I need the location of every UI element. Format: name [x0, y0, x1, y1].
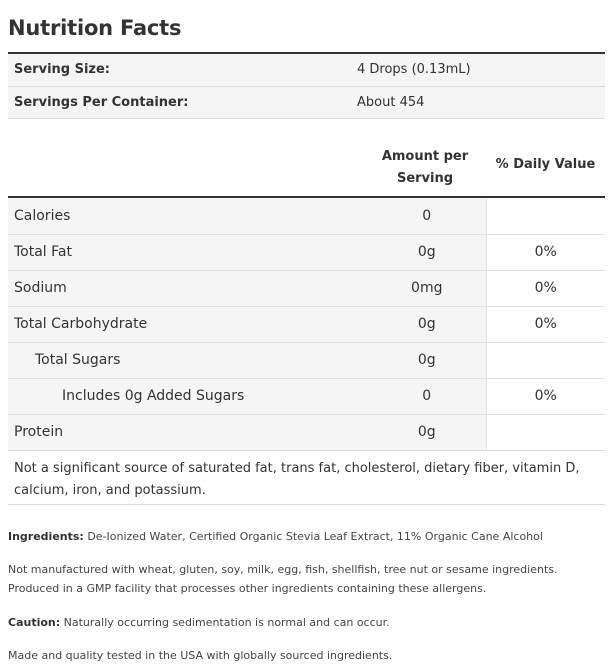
nutrient-daily-value — [486, 198, 605, 234]
servings-per-container-label: Servings Per Container: — [8, 86, 353, 118]
serving-info-table — [8, 54, 605, 119]
table-row — [8, 378, 605, 414]
nutrient-name: Calories — [8, 198, 368, 234]
daily-value-header: % Daily Value — [495, 157, 596, 172]
serving-size-label: Serving Size: — [8, 54, 353, 86]
nutrient-daily-value: 0% — [486, 270, 605, 306]
nutrient-amount: 0g — [368, 414, 486, 450]
table-row — [8, 414, 605, 450]
nutrient-name: Total Carbohydrate — [8, 306, 368, 342]
page-title: Nutrition Facts — [8, 16, 182, 40]
origin-statement: Made and quality tested in the USA with globally sourced ingredients. — [8, 649, 393, 662]
ingredients-paragraph — [8, 527, 605, 546]
allergen-statement: Not manufactured with wheat, gluten, soy, milk, egg, fish, shellfish, tree nut or sesame ingredients. Produced in a GMP facility that processes other ingredients containing these allergens. — [8, 563, 558, 595]
nutrient-name: Protein — [8, 414, 368, 450]
nutrient-amount: 0g — [368, 234, 486, 270]
nutrition-footnote: Not a significant source of saturated fat, trans fat, cholesterol, dietary fiber, vitamin D, calcium, iron, and potassium. — [8, 450, 605, 505]
nutrient-name: Sodium — [8, 270, 368, 306]
ingredients-label: Ingredients: — [8, 530, 84, 543]
nutrient-name: Includes 0g Added Sugars — [8, 378, 368, 414]
caution-text: Naturally occurring sedimentation is normal and can occur. — [60, 616, 390, 629]
nutrient-daily-value — [486, 342, 605, 378]
nutrient-amount: 0g — [368, 306, 486, 342]
nutrient-amount: 0g — [368, 342, 486, 378]
nutrient-amount: 0 — [368, 378, 486, 414]
nutrient-daily-value — [486, 414, 605, 450]
servings-per-container-value: About 454 — [353, 86, 605, 118]
servings-per-container-row — [8, 86, 605, 118]
table-row — [8, 270, 605, 306]
table-row — [8, 342, 605, 378]
nutrient-amount: 0mg — [368, 270, 486, 306]
caution-label: Caution: — [8, 616, 61, 629]
serving-size-value: 4 Drops (0.13mL) — [353, 54, 605, 86]
caution-paragraph — [8, 613, 605, 632]
table-row — [8, 198, 605, 234]
amount-header-line1: Amount per — [381, 149, 469, 164]
nutrition-table — [8, 198, 605, 451]
serving-size-row — [8, 54, 605, 86]
nutrient-daily-value: 0% — [486, 234, 605, 270]
amount-header-line2: Serving — [396, 171, 454, 186]
nutrient-daily-value: 0% — [486, 378, 605, 414]
ingredients-text: De-Ionized Water, Certified Organic Stevia Leaf Extract, 11% Organic Cane Alcohol — [83, 530, 543, 543]
nutrient-daily-value: 0% — [486, 306, 605, 342]
nutrient-name: Total Fat — [8, 234, 368, 270]
amount-per-serving-header — [366, 146, 484, 190]
table-row — [8, 234, 605, 270]
table-row — [8, 306, 605, 342]
nutrient-amount: 0 — [368, 198, 486, 234]
nutrient-name: Total Sugars — [8, 342, 368, 378]
